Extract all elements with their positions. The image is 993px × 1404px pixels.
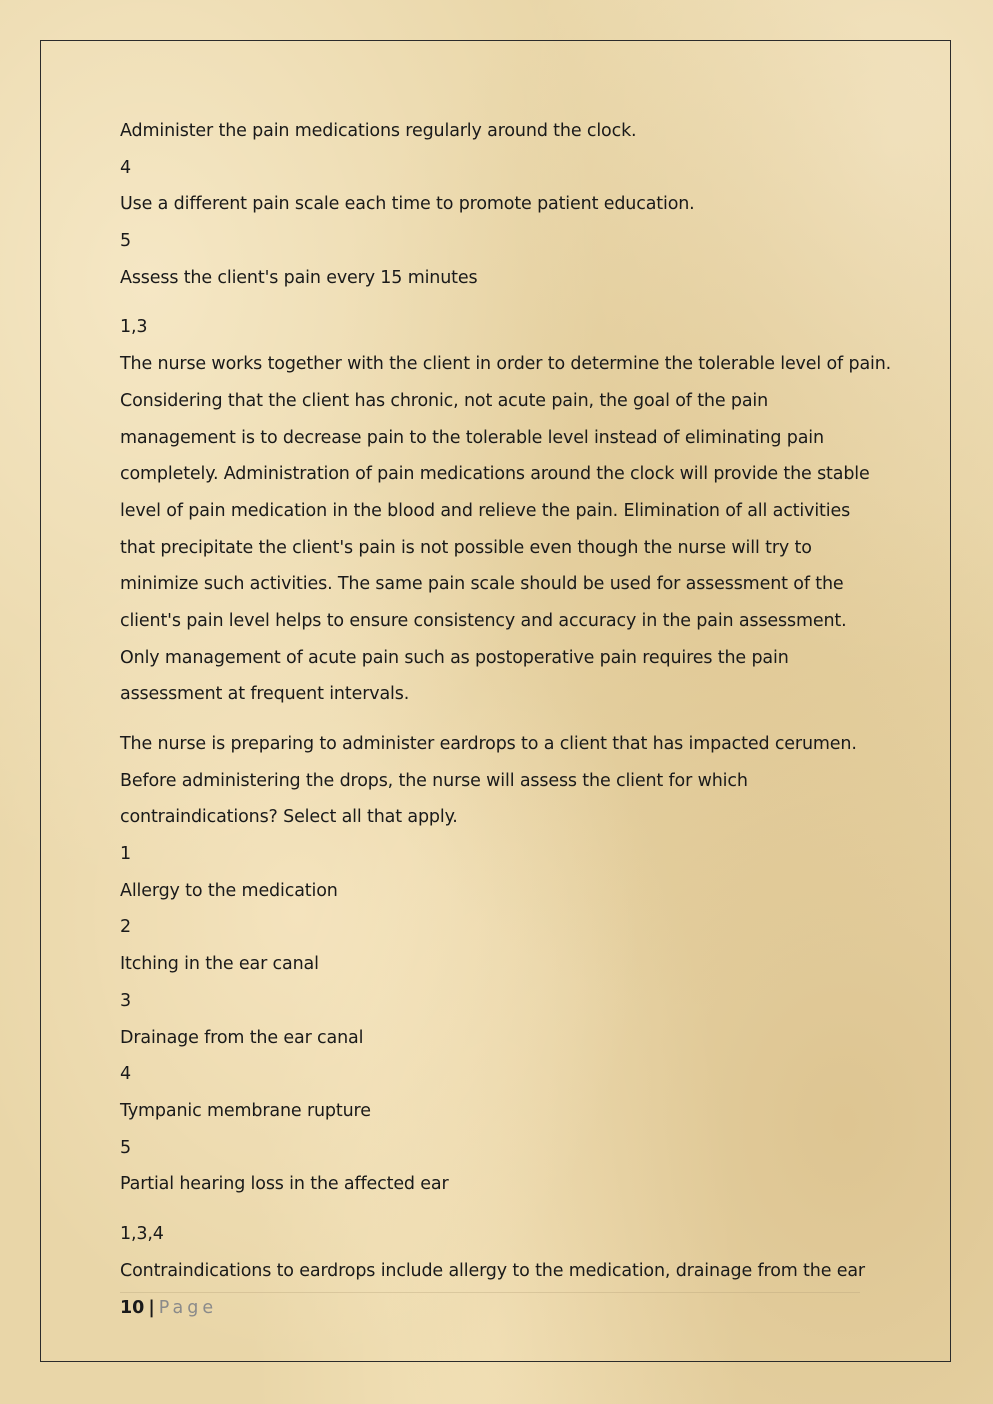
rationale-line: minimize such activities. The same pain scale should be used for assessment of the bbox=[120, 574, 844, 595]
document-body bbox=[120, 118, 890, 1294]
option-text: Itching in the ear canal bbox=[120, 954, 319, 975]
answer-options-continued bbox=[120, 118, 890, 301]
footer-rule bbox=[120, 1292, 860, 1293]
rationale-line: Considering that the client has chronic, not acute pain, the goal of the pain bbox=[120, 390, 769, 411]
option-number: 1 bbox=[120, 844, 131, 865]
option-text: Use a different pain scale each time to promote patient education. bbox=[120, 194, 695, 215]
option-number: 5 bbox=[120, 231, 131, 252]
page-number: 10 bbox=[120, 1298, 145, 1318]
option-number: 4 bbox=[120, 1064, 131, 1085]
page-label: Page bbox=[158, 1298, 218, 1318]
option-text: Administer the pain medications regularly around the clock. bbox=[120, 121, 637, 141]
option-number: 3 bbox=[120, 990, 131, 1011]
option-number: 4 bbox=[120, 157, 131, 178]
rationale-line: client's pain level helps to ensure consistency and accuracy in the pain assessment. bbox=[120, 610, 847, 631]
option-number: 5 bbox=[120, 1137, 131, 1158]
option-text: Drainage from the ear canal bbox=[120, 1027, 364, 1048]
rationale-line: The nurse works together with the client in order to determine the tolerable level of pain. bbox=[120, 354, 892, 375]
answer-key: 1,3 bbox=[120, 317, 148, 338]
option-text: Assess the client's pain every 15 minutes bbox=[120, 267, 478, 288]
rationale-line: completely. Administration of pain medications around the clock will provide the stable bbox=[120, 464, 870, 485]
page-footer bbox=[120, 1296, 217, 1320]
option-text: Partial hearing loss in the affected ear bbox=[120, 1174, 449, 1195]
question-line: The nurse is preparing to administer eardrops to a client that has impacted cerumen. bbox=[120, 734, 857, 754]
option-text: Allergy to the medication bbox=[120, 880, 338, 901]
rationale-line: assessment at frequent intervals. bbox=[120, 684, 410, 705]
rationale-line: Contraindications to eardrops include allergy to the medication, drainage from the ear bbox=[120, 1260, 865, 1281]
option-number: 2 bbox=[120, 917, 131, 938]
question-eardrops bbox=[120, 731, 890, 1208]
rationale-line: level of pain medication in the blood and relieve the pain. Elimination of all activities bbox=[120, 500, 851, 521]
rationale-line: that precipitate the client's pain is not possible even though the nurse will try to bbox=[120, 537, 812, 558]
question-line: Before administering the drops, the nurse will assess the client for which bbox=[120, 770, 748, 791]
rationale-line: Only management of acute pain such as postoperative pain requires the pain bbox=[120, 647, 789, 668]
answer-key: 1,3,4 bbox=[120, 1223, 164, 1244]
footer-separator: | bbox=[148, 1298, 155, 1318]
rationale-line: management is to decrease pain to the tolerable level instead of eliminating pain bbox=[120, 427, 824, 448]
option-text: Tympanic membrane rupture bbox=[120, 1100, 371, 1121]
answer-rationale bbox=[120, 314, 890, 718]
question-line: contraindications? Select all that apply. bbox=[120, 807, 458, 828]
answer-rationale-eardrops bbox=[120, 1221, 890, 1294]
